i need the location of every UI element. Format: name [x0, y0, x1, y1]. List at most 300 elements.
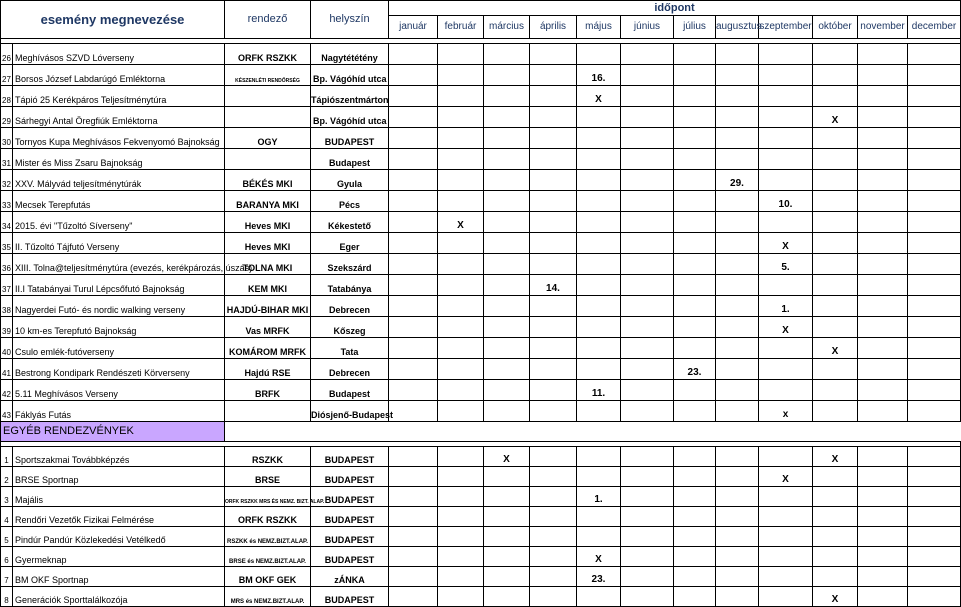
event-organizer: BRSE és NEMZ.BIZT.ALAP. — [225, 547, 311, 567]
event-venue: BUDAPEST — [311, 587, 389, 607]
month-cell — [484, 587, 530, 607]
event-venue: BUDAPEST — [311, 467, 389, 487]
month-cell — [389, 107, 438, 128]
month-cell — [908, 567, 961, 587]
event-row — [1, 359, 961, 380]
month-cell — [674, 467, 716, 487]
event-organizer: BRSE — [225, 467, 311, 487]
event-organizer: OGY — [225, 128, 311, 149]
section-empty-cell — [577, 422, 621, 442]
month-cell — [389, 401, 438, 422]
month-cell — [908, 527, 961, 547]
month-cell — [530, 380, 577, 401]
month-mark: X — [759, 467, 813, 487]
month-cell — [759, 149, 813, 170]
event-number: 34 — [1, 212, 13, 233]
event-name: Fáklyás Futás — [13, 401, 225, 422]
month-mark: X — [577, 86, 621, 107]
event-name: Mister és Miss Zsaru Bajnokság — [13, 149, 225, 170]
month-cell — [484, 527, 530, 547]
month-cell — [858, 567, 908, 587]
event-number: 33 — [1, 191, 13, 212]
month-cell — [908, 587, 961, 607]
event-organizer: Vas MRFK — [225, 317, 311, 338]
month-mark: 5. — [759, 254, 813, 275]
month-cell — [577, 467, 621, 487]
event-venue: BUDAPEST — [311, 447, 389, 467]
month-cell — [577, 275, 621, 296]
month-cell — [813, 547, 858, 567]
month-cell — [674, 170, 716, 191]
event-number: 38 — [1, 296, 13, 317]
event-organizer: Heves MKI — [225, 212, 311, 233]
event-number: 31 — [1, 149, 13, 170]
month-cell — [484, 191, 530, 212]
month-mark: 29. — [716, 170, 759, 191]
month-cell — [577, 170, 621, 191]
month-cell — [621, 380, 674, 401]
month-cell — [813, 44, 858, 65]
event-number: 41 — [1, 359, 13, 380]
month-cell — [530, 587, 577, 607]
event-organizer — [225, 107, 311, 128]
month-cell — [577, 527, 621, 547]
month-cell — [438, 233, 484, 254]
month-cell — [858, 254, 908, 275]
event-number: 4 — [1, 507, 13, 527]
event-organizer: RSZKK — [225, 447, 311, 467]
month-cell — [813, 296, 858, 317]
month-cell — [621, 527, 674, 547]
month-cell — [716, 44, 759, 65]
month-cell — [716, 359, 759, 380]
month-cell — [908, 317, 961, 338]
event-number: 27 — [1, 65, 13, 86]
month-cell — [621, 467, 674, 487]
month-cell — [858, 191, 908, 212]
event-number: 29 — [1, 107, 13, 128]
event-name: II.I Tatabányai Turul Lépcsőfutó Bajnokság — [13, 275, 225, 296]
month-cell — [908, 170, 961, 191]
month-cell — [759, 107, 813, 128]
month-cell — [621, 359, 674, 380]
month-cell — [621, 487, 674, 507]
month-mark: X — [438, 212, 484, 233]
month-cell — [484, 567, 530, 587]
section-empty-cell — [438, 422, 484, 442]
month-cell — [621, 86, 674, 107]
month-cell — [716, 317, 759, 338]
month-cell — [530, 128, 577, 149]
month-mark: X — [813, 338, 858, 359]
month-cell — [484, 107, 530, 128]
event-venue: Diósjenő-Budapest — [311, 401, 389, 422]
month-cell — [759, 128, 813, 149]
event-name: Meghívásos SZVD Lóverseny — [13, 44, 225, 65]
month-cell — [908, 254, 961, 275]
month-cell — [621, 507, 674, 527]
month-cell — [813, 275, 858, 296]
section-title: EGYÉB RENDEZVÉNYEK — [1, 422, 225, 442]
other-event-row — [1, 547, 961, 567]
month-cell — [716, 507, 759, 527]
event-venue: zÁNKA — [311, 567, 389, 587]
event-name: Borsos József Labdarúgó Emléktorna — [13, 65, 225, 86]
month-cell — [484, 380, 530, 401]
month-cell — [908, 467, 961, 487]
event-name: Nagyerdei Futó- és nordic walking verseny — [13, 296, 225, 317]
month-cell — [759, 527, 813, 547]
month-cell — [674, 65, 716, 86]
event-row — [1, 86, 961, 107]
month-cell — [438, 338, 484, 359]
month-cell — [759, 275, 813, 296]
month-cell — [577, 447, 621, 467]
event-row — [1, 170, 961, 191]
event-organizer: HAJDÚ-BIHAR MKI — [225, 296, 311, 317]
month-cell — [484, 317, 530, 338]
event-name: Csulo emlék-futóverseny — [13, 338, 225, 359]
month-cell — [389, 254, 438, 275]
month-cell — [438, 487, 484, 507]
month-cell — [858, 401, 908, 422]
event-row — [1, 338, 961, 359]
month-cell — [621, 128, 674, 149]
month-cell — [577, 254, 621, 275]
event-number: 28 — [1, 86, 13, 107]
month-cell — [484, 44, 530, 65]
month-cell — [813, 254, 858, 275]
month-mark: x — [759, 401, 813, 422]
month-cell — [716, 275, 759, 296]
month-cell — [577, 359, 621, 380]
month-header: február — [438, 16, 484, 39]
month-cell — [858, 587, 908, 607]
month-cell — [759, 170, 813, 191]
month-cell — [674, 296, 716, 317]
section-empty-cell — [311, 422, 389, 442]
month-cell — [577, 317, 621, 338]
section-empty-cell — [530, 422, 577, 442]
event-organizer: Hajdú RSE — [225, 359, 311, 380]
header-organizer: rendező — [225, 1, 311, 39]
event-venue: Budapest — [311, 380, 389, 401]
event-organizer: ORFK RSZKK MRS ÉS NEMZ. BIZT. ALAP. — [225, 487, 311, 507]
event-row — [1, 275, 961, 296]
month-cell — [530, 338, 577, 359]
month-header: október — [813, 16, 858, 39]
section-row — [1, 422, 961, 442]
month-cell — [674, 587, 716, 607]
month-cell — [438, 359, 484, 380]
month-cell — [577, 149, 621, 170]
month-mark: 23. — [674, 359, 716, 380]
month-cell — [674, 547, 716, 567]
month-cell — [438, 317, 484, 338]
event-row — [1, 233, 961, 254]
month-cell — [716, 191, 759, 212]
month-cell — [716, 487, 759, 507]
month-cell — [759, 547, 813, 567]
month-cell — [484, 212, 530, 233]
event-venue: Bp. Vágóhíd utca — [311, 107, 389, 128]
month-cell — [716, 527, 759, 547]
header-venue: helyszín — [311, 1, 389, 39]
month-cell — [908, 338, 961, 359]
month-cell — [530, 567, 577, 587]
month-cell — [484, 338, 530, 359]
month-cell — [389, 359, 438, 380]
event-row — [1, 254, 961, 275]
month-cell — [716, 338, 759, 359]
event-number: 37 — [1, 275, 13, 296]
event-number: 32 — [1, 170, 13, 191]
month-cell — [621, 587, 674, 607]
month-cell — [674, 507, 716, 527]
month-cell — [908, 296, 961, 317]
other-event-row — [1, 447, 961, 467]
month-cell — [577, 212, 621, 233]
month-mark: 1. — [577, 487, 621, 507]
month-header: november — [858, 16, 908, 39]
month-cell — [813, 212, 858, 233]
event-number: 6 — [1, 547, 13, 567]
month-cell — [621, 338, 674, 359]
event-number: 26 — [1, 44, 13, 65]
section-empty-cell — [389, 422, 438, 442]
month-header: március — [484, 16, 530, 39]
month-cell — [674, 149, 716, 170]
month-cell — [484, 359, 530, 380]
month-cell — [438, 170, 484, 191]
other-event-row — [1, 467, 961, 487]
month-cell — [716, 547, 759, 567]
month-cell — [858, 107, 908, 128]
month-cell — [438, 275, 484, 296]
month-cell — [759, 212, 813, 233]
event-venue: Tata — [311, 338, 389, 359]
month-cell — [674, 447, 716, 467]
event-number: 42 — [1, 380, 13, 401]
event-organizer: RSZKK és NEMZ.BIZT.ALAP. — [225, 527, 311, 547]
event-name: 5.11 Meghívásos Verseny — [13, 380, 225, 401]
month-cell — [621, 170, 674, 191]
month-cell — [438, 527, 484, 547]
month-cell — [389, 547, 438, 567]
event-name: Tornyos Kupa Meghívásos Fekvenyomó Bajnokság — [13, 128, 225, 149]
month-cell — [813, 149, 858, 170]
month-cell — [389, 275, 438, 296]
month-cell — [908, 359, 961, 380]
month-cell — [484, 170, 530, 191]
month-cell — [716, 212, 759, 233]
month-cell — [858, 359, 908, 380]
month-cell — [813, 567, 858, 587]
month-cell — [530, 296, 577, 317]
month-cell — [438, 149, 484, 170]
month-cell — [621, 233, 674, 254]
month-cell — [389, 128, 438, 149]
event-venue: BUDAPEST — [311, 487, 389, 507]
month-cell — [621, 317, 674, 338]
month-cell — [716, 128, 759, 149]
event-name: 2015. évi "Tűzoltó Síverseny" — [13, 212, 225, 233]
month-cell — [858, 447, 908, 467]
month-cell — [759, 487, 813, 507]
month-cell — [716, 233, 759, 254]
other-event-row — [1, 507, 961, 527]
section-empty-cell — [225, 422, 311, 442]
event-row — [1, 44, 961, 65]
month-cell — [813, 467, 858, 487]
month-cell — [813, 65, 858, 86]
event-number: 3 — [1, 487, 13, 507]
month-cell — [621, 65, 674, 86]
month-cell — [389, 170, 438, 191]
event-organizer: BÉKÉS MKI — [225, 170, 311, 191]
month-cell — [621, 44, 674, 65]
month-cell — [858, 128, 908, 149]
month-cell — [759, 359, 813, 380]
month-cell — [577, 296, 621, 317]
month-cell — [530, 317, 577, 338]
month-cell — [577, 191, 621, 212]
month-cell — [813, 507, 858, 527]
month-cell — [858, 296, 908, 317]
month-mark: 23. — [577, 567, 621, 587]
event-row — [1, 212, 961, 233]
month-cell — [908, 487, 961, 507]
month-cell — [530, 401, 577, 422]
event-number: 36 — [1, 254, 13, 275]
month-cell — [716, 149, 759, 170]
event-number: 5 — [1, 527, 13, 547]
month-cell — [858, 65, 908, 86]
event-name: Generációk Sporttalálkozója — [13, 587, 225, 607]
month-cell — [484, 296, 530, 317]
event-venue: BUDAPEST — [311, 547, 389, 567]
month-cell — [858, 507, 908, 527]
month-cell — [674, 86, 716, 107]
month-cell — [389, 487, 438, 507]
month-cell — [716, 567, 759, 587]
event-name: Sportszakmai Továbbképzés — [13, 447, 225, 467]
month-cell — [577, 44, 621, 65]
month-cell — [674, 380, 716, 401]
month-cell — [530, 467, 577, 487]
event-venue: BUDAPEST — [311, 527, 389, 547]
month-cell — [908, 212, 961, 233]
month-cell — [858, 380, 908, 401]
month-header: július — [674, 16, 716, 39]
event-row — [1, 107, 961, 128]
month-cell — [621, 212, 674, 233]
month-cell — [908, 507, 961, 527]
event-organizer: BM OKF GEK — [225, 567, 311, 587]
month-cell — [908, 233, 961, 254]
month-cell — [484, 149, 530, 170]
month-cell — [621, 296, 674, 317]
month-cell — [759, 447, 813, 467]
month-mark: X — [484, 447, 530, 467]
event-organizer: BRFK — [225, 380, 311, 401]
event-number: 1 — [1, 447, 13, 467]
event-organizer: KOMÁROM MRFK — [225, 338, 311, 359]
month-cell — [389, 44, 438, 65]
month-mark: X — [813, 107, 858, 128]
month-cell — [621, 447, 674, 467]
month-cell — [438, 447, 484, 467]
month-cell — [389, 212, 438, 233]
event-venue: Pécs — [311, 191, 389, 212]
event-row — [1, 149, 961, 170]
month-mark: 14. — [530, 275, 577, 296]
month-cell — [908, 86, 961, 107]
month-cell — [438, 587, 484, 607]
section-empty-cell — [858, 422, 908, 442]
month-cell — [813, 233, 858, 254]
month-cell — [389, 467, 438, 487]
month-cell — [759, 44, 813, 65]
month-cell — [530, 44, 577, 65]
month-cell — [813, 380, 858, 401]
month-cell — [858, 547, 908, 567]
month-cell — [621, 547, 674, 567]
month-cell — [484, 547, 530, 567]
month-header: június — [621, 16, 674, 39]
month-cell — [621, 149, 674, 170]
month-cell — [674, 107, 716, 128]
month-cell — [438, 401, 484, 422]
event-venue: Kékestető — [311, 212, 389, 233]
month-cell — [484, 233, 530, 254]
month-cell — [674, 212, 716, 233]
month-cell — [858, 170, 908, 191]
event-venue: Kőszeg — [311, 317, 389, 338]
month-header: december — [908, 16, 961, 39]
month-cell — [858, 487, 908, 507]
event-name: 10 km-es Terepfutó Bajnokság — [13, 317, 225, 338]
month-cell — [438, 254, 484, 275]
month-cell — [389, 65, 438, 86]
month-cell — [759, 65, 813, 86]
month-cell — [484, 467, 530, 487]
month-cell — [813, 86, 858, 107]
month-cell — [813, 401, 858, 422]
event-organizer: Heves MKI — [225, 233, 311, 254]
month-cell — [674, 128, 716, 149]
month-cell — [484, 86, 530, 107]
month-cell — [908, 275, 961, 296]
section-empty-cell — [716, 422, 759, 442]
section-empty-cell — [621, 422, 674, 442]
event-number: 40 — [1, 338, 13, 359]
month-cell — [858, 317, 908, 338]
month-cell — [577, 338, 621, 359]
month-cell — [438, 567, 484, 587]
event-venue: Debrecen — [311, 296, 389, 317]
month-cell — [438, 128, 484, 149]
other-event-row — [1, 567, 961, 587]
event-organizer: KÉSZENLÉTI RENDŐRSÉG — [225, 65, 311, 86]
event-row — [1, 380, 961, 401]
month-cell — [530, 507, 577, 527]
month-cell — [858, 212, 908, 233]
month-cell — [716, 254, 759, 275]
month-cell — [438, 547, 484, 567]
month-header: január — [389, 16, 438, 39]
event-name: II. Tűzoltó Tájfutó Verseny — [13, 233, 225, 254]
